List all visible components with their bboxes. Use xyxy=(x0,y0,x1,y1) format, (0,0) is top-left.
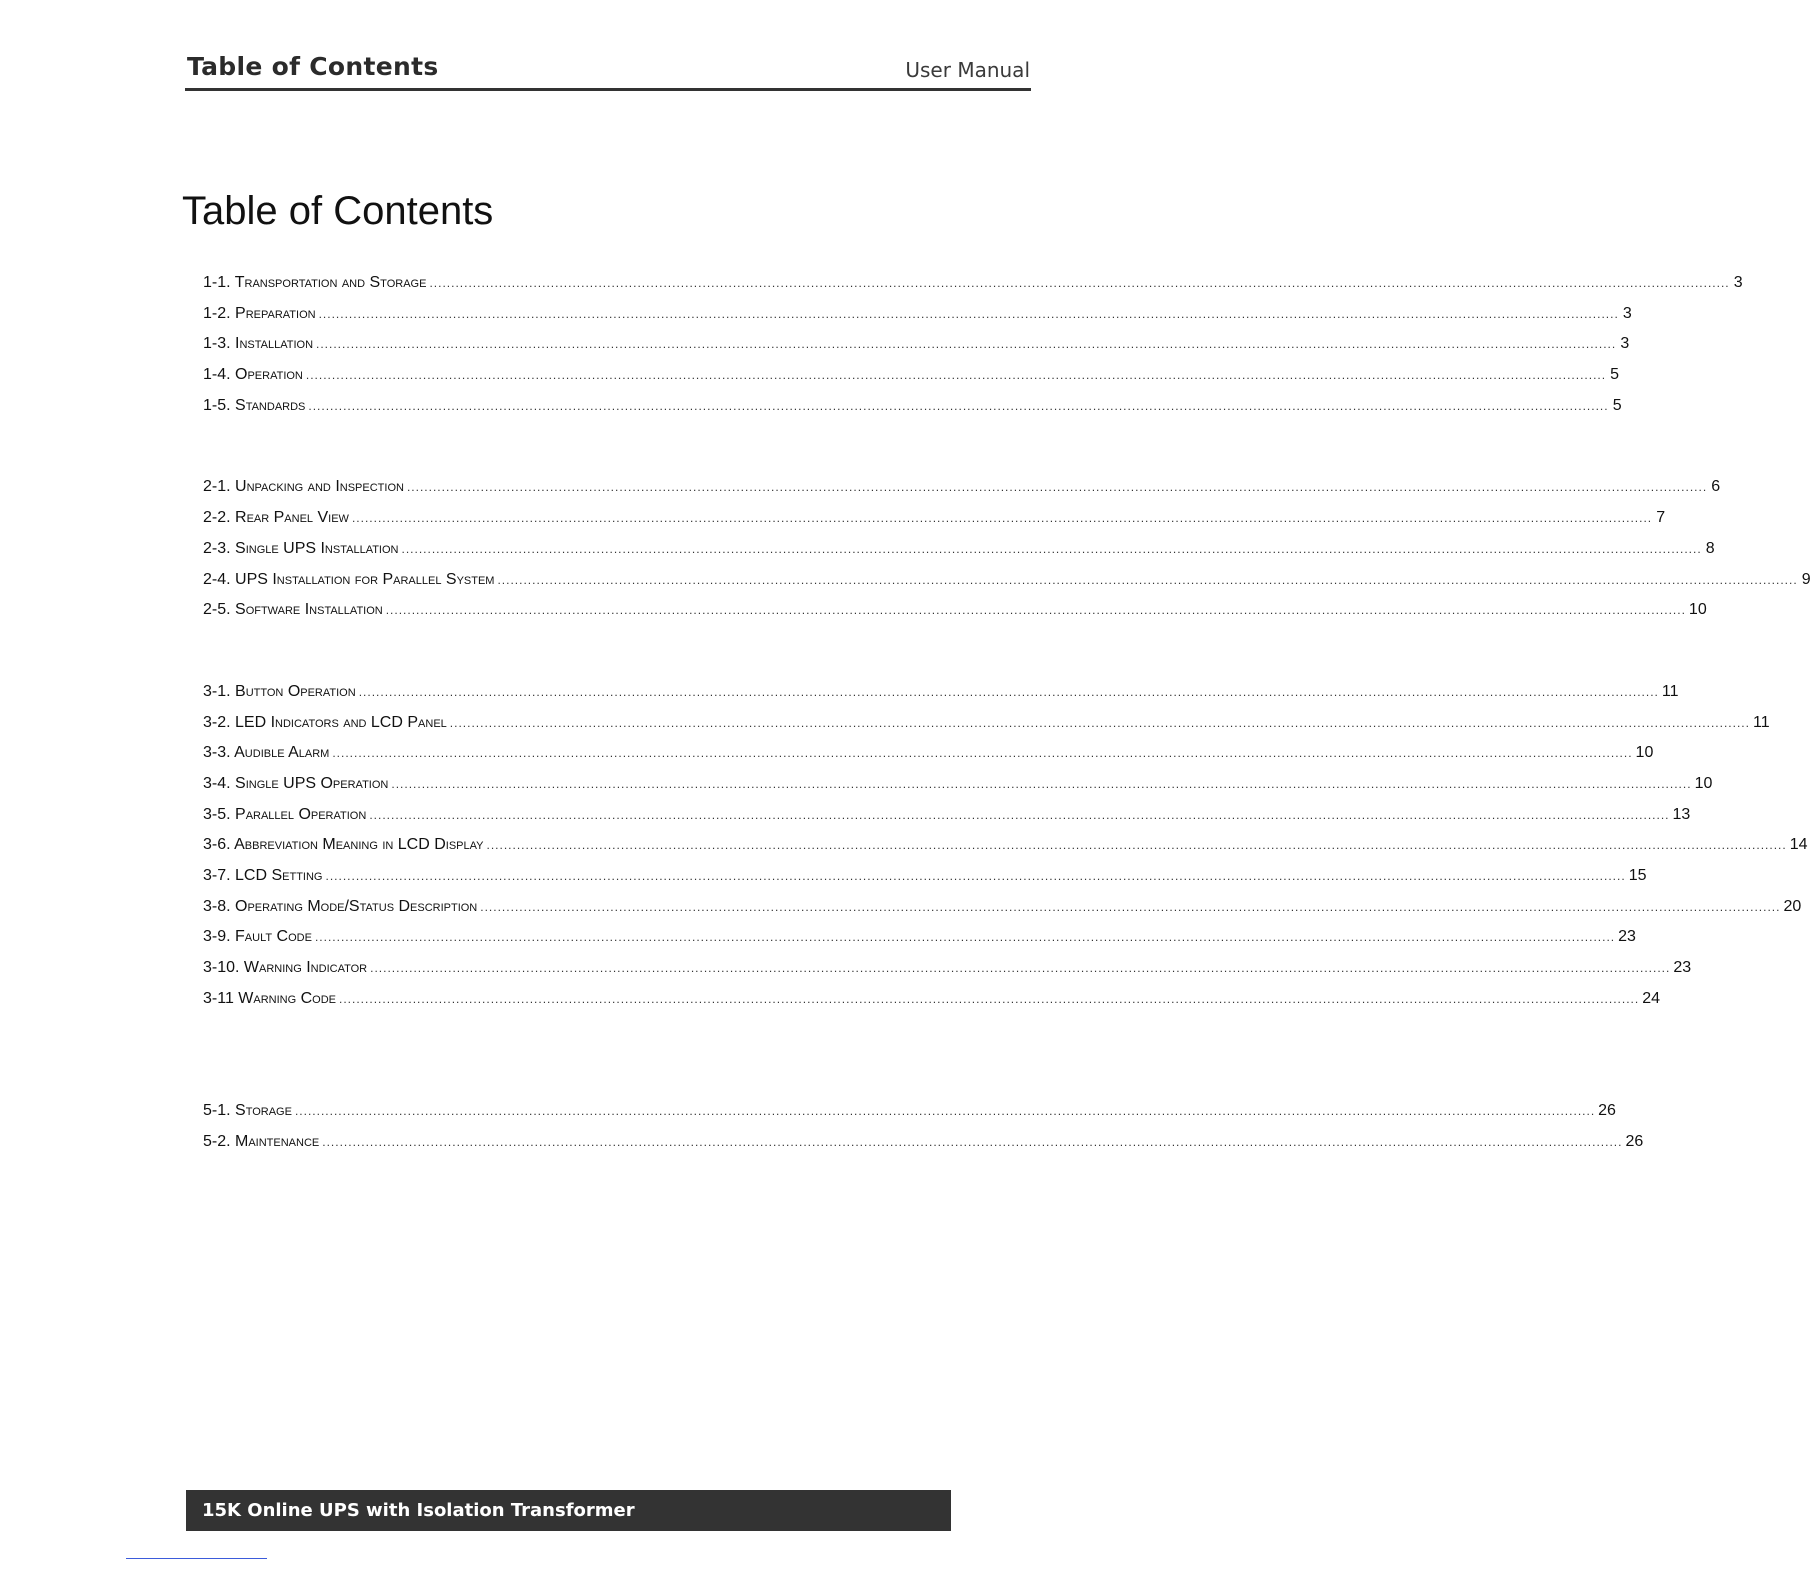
toc-entry-page-number: 14 xyxy=(1789,836,1808,854)
toc-entry-label: 3-4. Single UPS Operation xyxy=(203,774,389,792)
toc-entry-page-number: 26 xyxy=(1598,1102,1616,1120)
toc-entry[interactable] xyxy=(203,534,1715,565)
toc-entry-page-number: 24 xyxy=(1642,989,1661,1007)
running-header-manual-label: User Manual xyxy=(905,58,1030,82)
toc-entry-page-number: 7 xyxy=(1656,509,1666,527)
toc-entry-page-number: 15 xyxy=(1628,867,1647,884)
toc-entry[interactable] xyxy=(203,565,1811,596)
toc-dot-leader: ............................................................................................................................................................................................................................................................................................................ xyxy=(449,715,1750,730)
toc-section-3 xyxy=(203,677,1808,1015)
toc-entry-label: 3-1. Button Operation xyxy=(203,682,356,700)
toc-entry[interactable] xyxy=(203,953,1692,984)
toc-dot-leader: ............................................................................................................................................................................................................................................................................................................ xyxy=(358,684,1659,699)
toc-dot-leader: ............................................................................................................................................................................................................................................................................................................ xyxy=(406,480,1708,495)
toc-entry-label: 1-4. Operation xyxy=(203,366,303,384)
footer-product-banner xyxy=(186,1490,951,1531)
toc-entry-page-number: 11 xyxy=(1752,713,1770,731)
footer-product-title: 15K Online UPS with Isolation Transformer xyxy=(202,1500,635,1521)
toc-entry-page-number: 10 xyxy=(1694,774,1713,792)
running-header-title: Table of Contents xyxy=(187,52,439,81)
toc-entry-page-number: 23 xyxy=(1673,959,1692,977)
toc-entry-page-number: 3 xyxy=(1622,304,1632,322)
toc-entry-page-number: 3 xyxy=(1733,274,1743,291)
toc-entry-label: 5-2. Maintenance xyxy=(203,1133,320,1151)
toc-entry-label: 3-5. Parallel Operation xyxy=(203,805,367,823)
toc-dot-leader: ............................................................................................................................................................................................................................................................................................................ xyxy=(385,603,1686,618)
toc-entry-label: 3-6. Abbreviation Meaning in LCD Display xyxy=(203,836,484,854)
toc-entry[interactable] xyxy=(203,800,1691,831)
toc-entry-label: 2-2. Rear Panel View xyxy=(203,509,349,527)
toc-entry-label: 1-3. Installation xyxy=(203,335,314,353)
toc-entry-page-number: 5 xyxy=(1612,396,1622,414)
footer-link-underline xyxy=(126,1558,267,1559)
table-of-contents xyxy=(203,268,1811,1158)
toc-entry-label: 1-5. Standards xyxy=(203,396,306,414)
toc-entry[interactable] xyxy=(203,503,1666,534)
toc-entry-page-number: 26 xyxy=(1625,1133,1644,1151)
toc-entry-label: 3-10. Warning Indicator xyxy=(203,959,368,977)
toc-entry-label: 3-8. Operating Mode/Status Description xyxy=(203,897,478,915)
toc-entry-label: 1-2. Preparation xyxy=(203,304,316,322)
toc-entry[interactable] xyxy=(203,472,1721,503)
toc-section-4 xyxy=(203,1096,1644,1157)
toc-dot-leader: ............................................................................................................................................................................................................................................................................................................ xyxy=(308,398,1609,413)
toc-entry-page-number: 13 xyxy=(1672,805,1691,823)
toc-entry-page-number: 9 xyxy=(1801,570,1811,588)
toc-entry-label: 2-4. UPS Installation for Parallel System xyxy=(203,570,495,588)
toc-dot-leader: ............................................................................................................................................................................................................................................................................................................ xyxy=(316,337,1617,352)
toc-section-2 xyxy=(203,472,1811,625)
toc-entry[interactable] xyxy=(203,329,1630,360)
toc-entry-label: 3-2. LED Indicators and LCD Panel xyxy=(203,713,447,731)
toc-entry-page-number: 5 xyxy=(1610,366,1620,384)
toc-entry[interactable] xyxy=(203,922,1636,953)
toc-dot-leader: ............................................................................................................................................................................................................................................................................................................ xyxy=(322,1135,1623,1150)
page-title: Table of Contents xyxy=(182,188,494,233)
toc-dot-leader: ............................................................................................................................................................................................................................................................................................................ xyxy=(370,961,1671,976)
toc-entry-label: 2-5. Software Installation xyxy=(203,601,383,619)
toc-entry-label: 1-1. Transportation and Storage xyxy=(203,274,427,291)
toc-entry-page-number: 20 xyxy=(1783,897,1802,915)
toc-entry-page-number: 23 xyxy=(1618,928,1636,946)
toc-dot-leader: ............................................................................................................................................................................................................................................................................................................ xyxy=(429,276,1730,290)
toc-dot-leader: ............................................................................................................................................................................................................................................................................................................ xyxy=(401,541,1702,556)
toc-dot-leader: ............................................................................................................................................................................................................................................................................................................ xyxy=(391,776,1692,791)
toc-dot-leader: ............................................................................................................................................................................................................................................................................................................ xyxy=(332,746,1633,761)
toc-entry-page-number: 10 xyxy=(1635,744,1654,762)
toc-entry-label: 3-7. LCD Setting xyxy=(203,867,323,884)
toc-entry[interactable] xyxy=(203,595,1707,626)
toc-entry-label: 3-9. Fault Code xyxy=(203,928,312,946)
toc-entry[interactable] xyxy=(203,830,1808,861)
toc-dot-leader: ............................................................................................................................................................................................................................................................................................................ xyxy=(318,306,1619,321)
toc-entry[interactable] xyxy=(203,299,1632,330)
toc-entry[interactable] xyxy=(203,1096,1616,1127)
toc-dot-leader: ............................................................................................................................................................................................................................................................................................................ xyxy=(497,572,1798,587)
toc-dot-leader: ............................................................................................................................................................................................................................................................................................................ xyxy=(369,807,1670,822)
toc-entry[interactable] xyxy=(203,1127,1644,1158)
toc-entry-label: 3-3. Audible Alarm xyxy=(203,744,330,762)
header-divider xyxy=(185,88,1031,91)
toc-dot-leader: ............................................................................................................................................................................................................................................................................................................ xyxy=(351,511,1653,526)
toc-dot-leader: ............................................................................................................................................................................................................................................................................................................ xyxy=(486,838,1787,853)
toc-dot-leader: ............................................................................................................................................................................................................................................................................................................ xyxy=(325,869,1626,883)
toc-entry-label: 3-11 Warning Code xyxy=(203,989,337,1007)
toc-entry[interactable] xyxy=(203,391,1622,422)
toc-entry-label: 2-1. Unpacking and Inspection xyxy=(203,478,404,496)
toc-entry[interactable] xyxy=(203,892,1802,923)
toc-dot-leader: ............................................................................................................................................................................................................................................................................................................ xyxy=(339,991,1640,1006)
toc-dot-leader: ............................................................................................................................................................................................................................................................................................................ xyxy=(294,1104,1596,1119)
toc-entry[interactable] xyxy=(203,677,1679,708)
toc-entry[interactable] xyxy=(203,268,1743,299)
toc-section-1 xyxy=(203,268,1743,421)
toc-entry-page-number: 8 xyxy=(1705,539,1715,557)
toc-entry-page-number: 6 xyxy=(1711,478,1721,496)
toc-entry[interactable] xyxy=(203,360,1620,391)
toc-dot-leader: ............................................................................................................................................................................................................................................................................................................ xyxy=(314,930,1616,945)
toc-entry[interactable] xyxy=(203,861,1647,892)
toc-entry[interactable] xyxy=(203,708,1770,739)
toc-entry-page-number: 10 xyxy=(1688,601,1707,619)
toc-dot-leader: ............................................................................................................................................................................................................................................................................................................ xyxy=(305,368,1607,383)
toc-entry-page-number: 11 xyxy=(1661,682,1679,700)
toc-entry-page-number: 3 xyxy=(1620,335,1630,353)
toc-entry[interactable] xyxy=(203,738,1654,769)
toc-entry[interactable] xyxy=(203,984,1661,1015)
toc-entry-label: 2-3. Single UPS Installation xyxy=(203,539,399,557)
toc-entry-label: 5-1. Storage xyxy=(203,1102,292,1120)
toc-dot-leader: ............................................................................................................................................................................................................................................................................................................ xyxy=(480,899,1781,914)
toc-entry[interactable] xyxy=(203,769,1713,800)
